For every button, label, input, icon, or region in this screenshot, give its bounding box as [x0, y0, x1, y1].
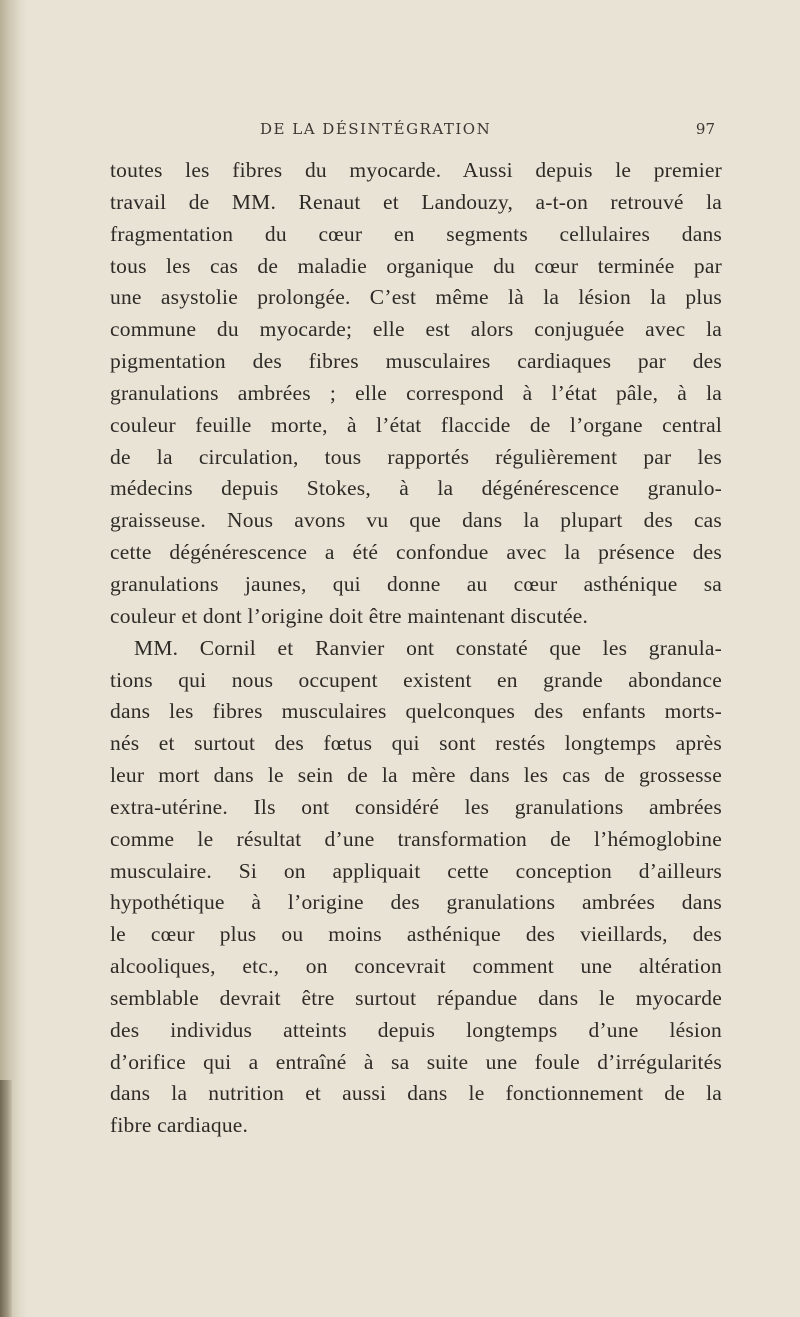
- text-line: médecins depuis Stokes, à la dégénérescence granulo-: [110, 476, 722, 501]
- body-text: [110, 155, 722, 1142]
- text-line: dans la nutrition et aussi dans le fonctionnement de la: [110, 1081, 722, 1106]
- text-line: leur mort dans le sein de la mère dans les cas de grossesse: [110, 763, 722, 788]
- text-line: granulations jaunes, qui donne au cœur asthénique sa: [110, 571, 722, 596]
- text-line: couleur feuille morte, à l’état flaccide de l’organe central: [110, 412, 722, 437]
- text-line: dans les fibres musculaires quelconques des enfants morts-: [110, 699, 722, 724]
- text-line: tous les cas de maladie organique du cœur terminée par: [110, 253, 722, 278]
- text-line: granulations ambrées ; elle correspond à l’état pâle, à la: [110, 380, 722, 405]
- text-line: commune du myocarde; elle est alors conjuguée avec la: [110, 317, 722, 342]
- text-line: toutes les fibres du myocarde. Aussi depuis le premier: [110, 158, 722, 182]
- text-line: travail de MM. Renaut et Landouzy, a-t-on retrouvé la: [110, 189, 722, 214]
- text-line: des individus atteints depuis longtemps d’une lésion: [110, 1017, 722, 1042]
- page-number: 97: [695, 120, 715, 138]
- text-line: couleur et dont l’origine doit être maintenant discutée.: [110, 603, 589, 628]
- text-line: tions qui nous occupent existent en grande abondance: [110, 667, 722, 692]
- text-line: fragmentation du cœur en segments cellulaires dans: [110, 221, 722, 246]
- text-line: MM. Cornil et Ranvier ont constaté que les granula-: [134, 635, 722, 660]
- text-line: extra-utérine. Ils ont considéré les granulations ambrées: [110, 794, 722, 819]
- text-line: hypothétique à l’origine des granulations ambrées dans: [110, 890, 722, 915]
- text-line: fibre cardiaque.: [110, 1113, 249, 1138]
- text-line: nés et surtout des fœtus qui sont restés longtemps après: [110, 731, 722, 756]
- text-line: une asystolie prolongée. C’est même là la lésion la plus: [110, 285, 722, 310]
- text-line: comme le résultat d’une transformation de l’hémoglobine: [110, 826, 722, 851]
- text-line: musculaire. Si on appliquait cette conception d’ailleurs: [110, 858, 722, 883]
- text-line: graisseuse. Nous avons vu que dans la plupart des cas: [110, 508, 722, 533]
- text-line: de la circulation, tous rapportés régulièrement par les: [110, 444, 722, 469]
- text-line: le cœur plus ou moins asthénique des vieillards, des: [110, 922, 722, 947]
- text-line: pigmentation des fibres musculaires cardiaques par des: [110, 349, 722, 374]
- running-header: [130, 120, 715, 144]
- text-line: d’orifice qui a entraîné à sa suite une foule d’irrégularités: [110, 1049, 722, 1074]
- page-edge-stain: [0, 1080, 12, 1317]
- running-title: DE LA DÉSINTÉGRATION: [260, 120, 492, 138]
- text-line: semblable devrait être surtout répandue dans le myocarde: [110, 985, 722, 1010]
- text-line: cette dégénérescence a été confondue avec la présence des: [110, 540, 722, 565]
- text-line: alcooliques, etc., on concevrait comment une altération: [110, 954, 722, 979]
